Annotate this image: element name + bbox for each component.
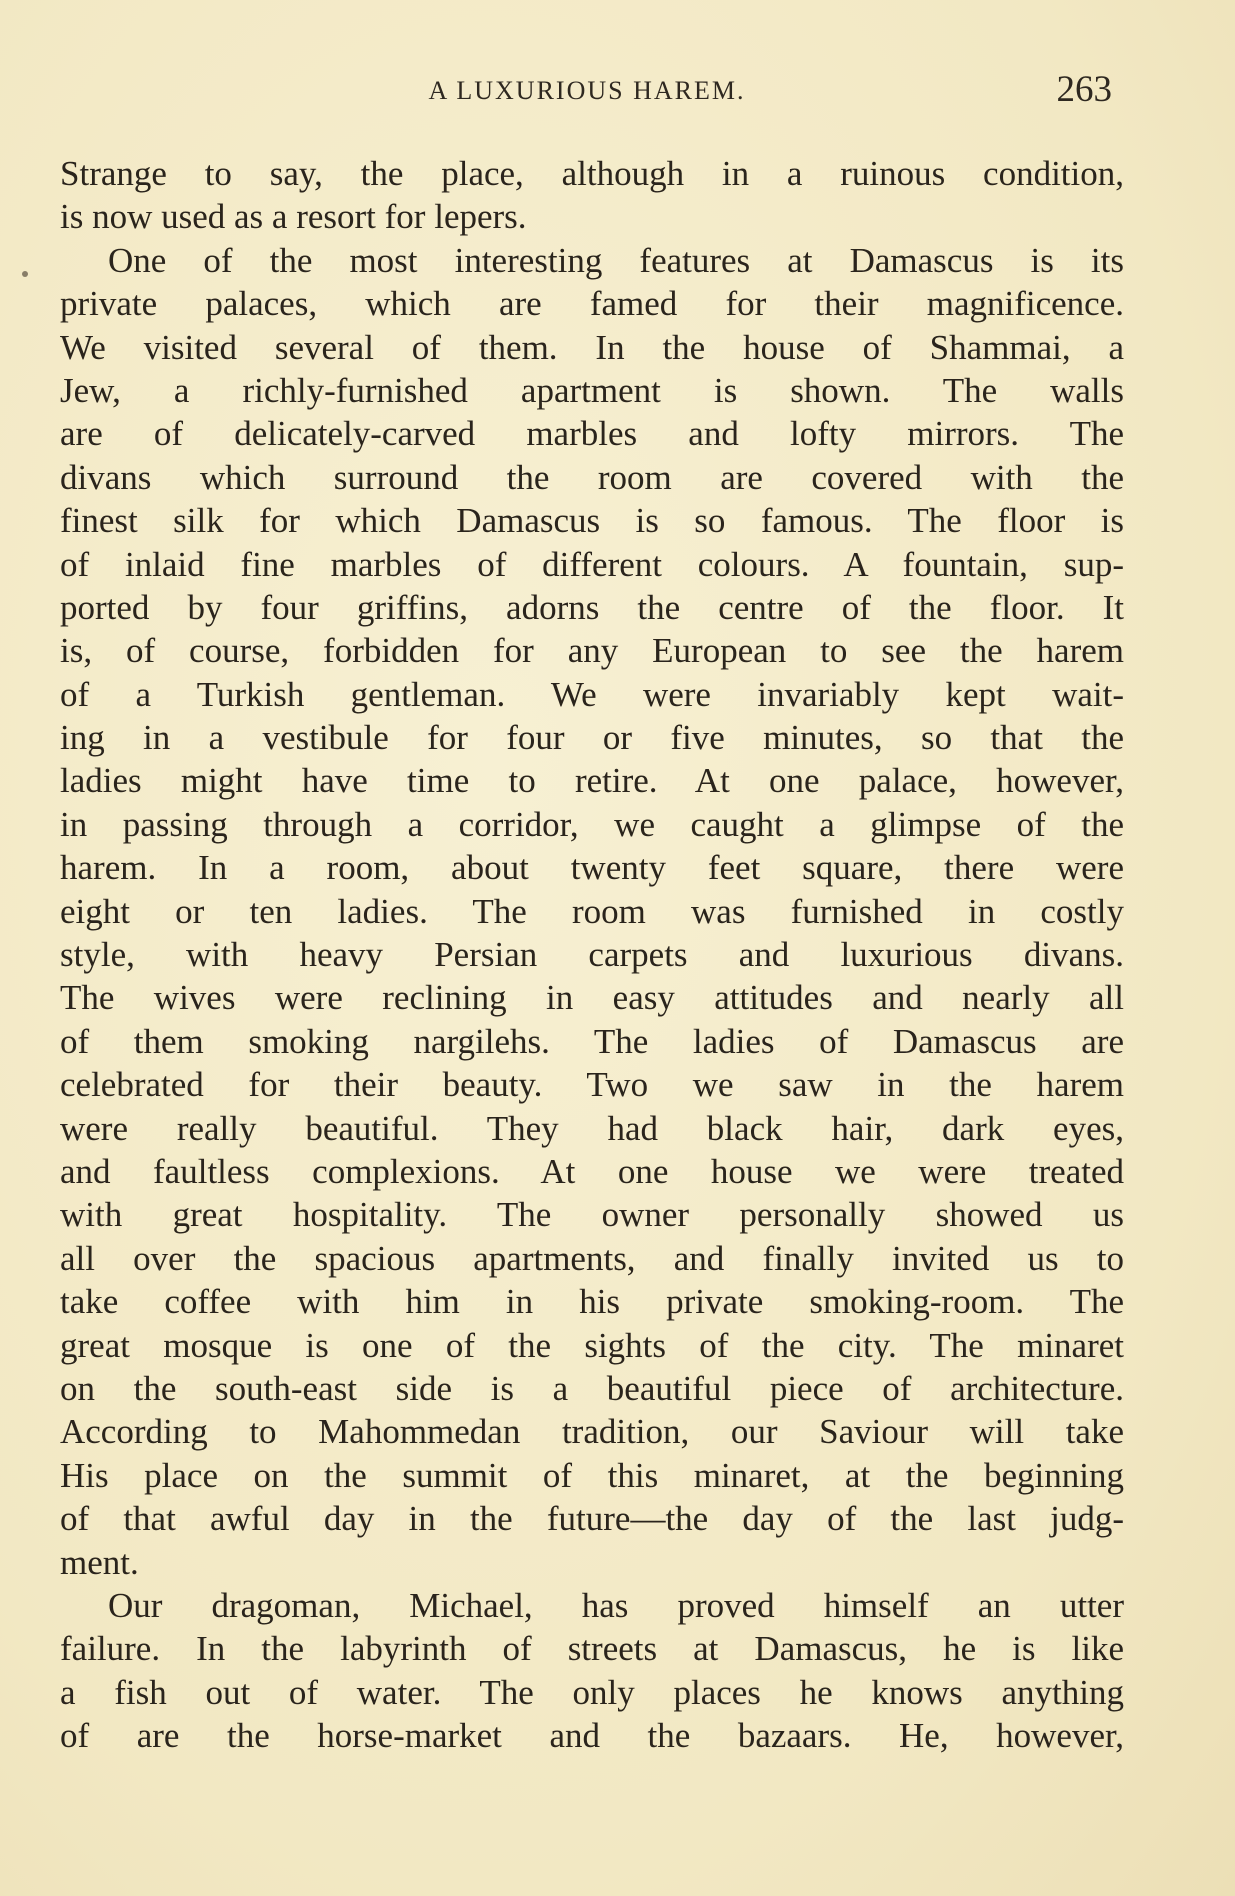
text-line: ment. [60,1542,139,1582]
text-line: Our dragoman, Michael, has proved himself an utter [108,1585,1124,1625]
text-line: of are the horse-market and the bazaars. He, however, [60,1716,1124,1756]
text-line: in passing through a corridor, we caught a glimpse of the [60,804,1124,844]
text-line: a fish out of water. The only places he knows anything [60,1672,1124,1712]
ink-speck [22,271,28,277]
text-line: ported by four griffins, adorns the centre of the floor. It [60,587,1124,627]
text-line: of them smoking nargilehs. The ladies of Damascus are [60,1021,1124,1061]
text-line: style, with heavy Persian carpets and luxurious divans. [60,935,1124,975]
text-line: Strange to say, the place, although in a ruinous condition, [60,154,1124,193]
text-line: take coffee with him in his private smoking-room. The [60,1282,1124,1322]
text-line: According to Mahommedan tradition, our Saviour will take [60,1412,1124,1452]
text-line: One of the most interesting features at Damascus is its [108,240,1124,280]
text-line: ladies might have time to retire. At one palace, however, [60,761,1124,801]
text-line: on the south-east side is a beautiful piece of architecture. [60,1368,1124,1408]
text-line: of that awful day in the future—the day of the last judg- [60,1499,1124,1539]
text-line: harem. In a room, about twenty feet square, there were [60,848,1124,888]
text-line: We visited several of them. In the house of Shammai, a [60,327,1124,367]
text-line: private palaces, which are famed for their magnificence. [60,284,1124,324]
text-line: and faultless complexions. At one house we were treated [60,1151,1124,1191]
running-head: A LUXURIOUS HAREM. [428,76,746,105]
text-line: His place on the summit of this minaret, at the beginning [60,1455,1124,1495]
text-line: of a Turkish gentleman. We were invariably kept wait- [60,674,1124,714]
text-line: with great hospitality. The owner personally showed us [60,1195,1124,1235]
text-line: ing in a vestibule for four or five minutes, so that the [60,718,1124,758]
text-line: of inlaid fine marbles of different colours. A fountain, sup- [60,544,1124,584]
text-line: all over the spacious apartments, and finally invited us to [60,1238,1124,1278]
text-line: are of delicately-carved marbles and lofty mirrors. The [60,414,1124,454]
body-text [60,152,1124,1757]
page-header [62,68,1112,114]
text-line: is, of course, forbidden for any European to see the harem [60,631,1124,671]
text-line: finest silk for which Damascus is so famous. The floor is [60,501,1124,541]
text-line: were really beautiful. They had black hair, dark eyes, [60,1108,1124,1148]
text-line: Jew, a richly-furnished apartment is shown. The walls [60,370,1124,410]
text-line: The wives were reclining in easy attitudes and nearly all [60,978,1124,1018]
text-line: failure. In the labyrinth of streets at Damascus, he is like [60,1629,1124,1669]
text-line: great mosque is one of the sights of the city. The minaret [60,1325,1124,1365]
page-number: 263 [1056,69,1112,110]
text-line: is now used as a resort for lepers. [60,197,527,237]
text-line: eight or ten ladies. The room was furnished in costly [60,891,1124,931]
text-line: divans which surround the room are covered with the [60,457,1124,497]
text-line: celebrated for their beauty. Two we saw in the harem [60,1065,1124,1105]
